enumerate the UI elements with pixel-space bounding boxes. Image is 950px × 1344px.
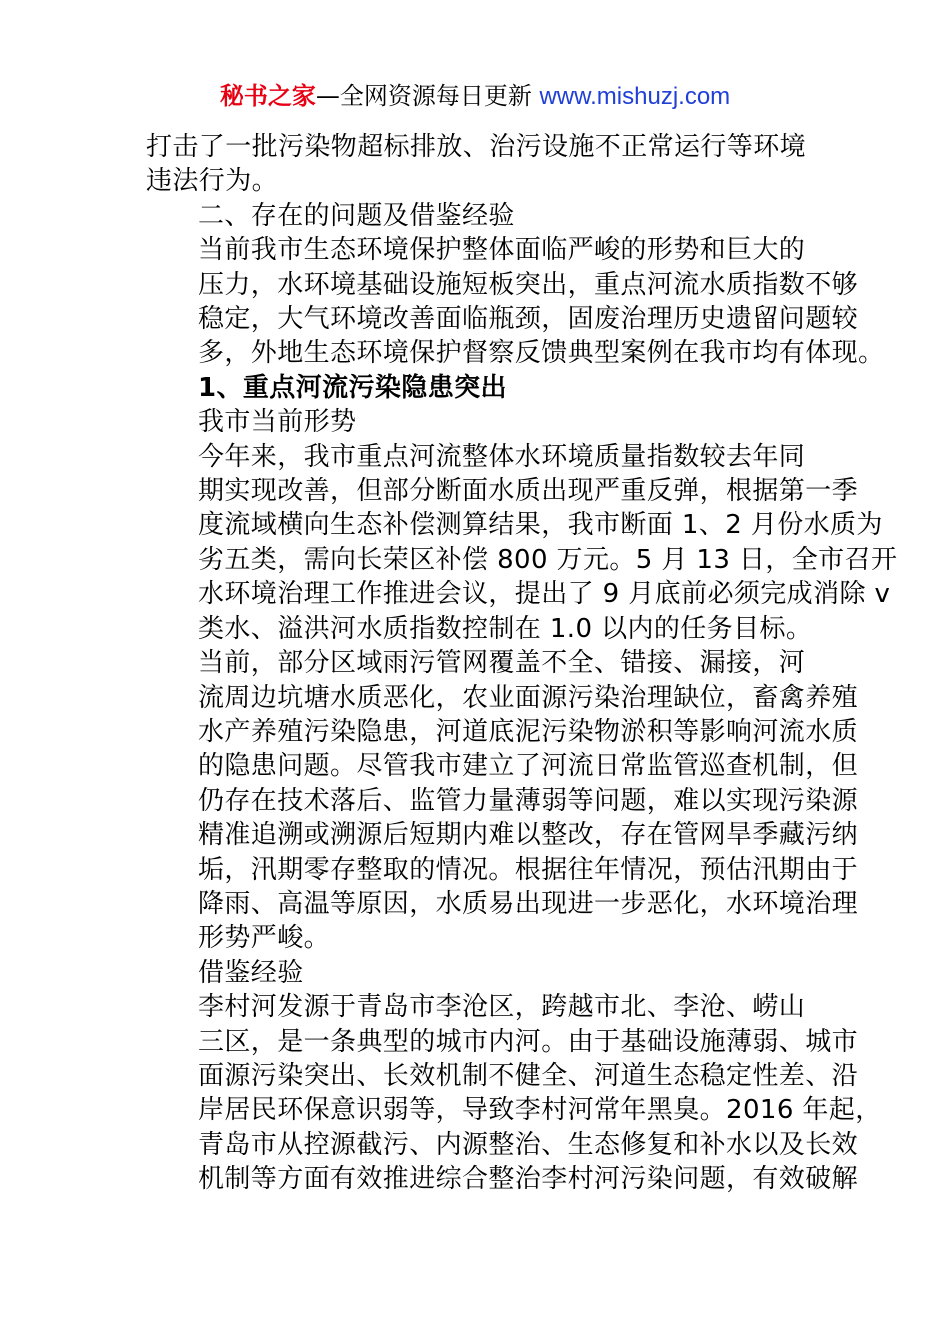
text-line: 形势严峻。 xyxy=(198,923,331,954)
text-line: 流周边坑塘水质恶化，农业面源污染治理缺位，畜禽养殖 xyxy=(198,682,859,713)
text-line: 面源污染突出、长效机制不健全、河道生态稳定性差、沿 xyxy=(198,1060,859,1091)
text-line: 压力，水环境基础设施短板突出，重点河流水质指数不够 xyxy=(198,269,859,300)
site-header xyxy=(0,80,950,113)
text-line: 垢，汛期零存整取的情况。根据往年情况，预估汛期由于 xyxy=(198,854,859,885)
text-line: 水环境治理工作推进会议，提出了 9 月底前必须完成消除 v xyxy=(198,579,891,610)
text-line: 类水、溢洪河水质指数控制在 1.0 以内的任务目标。 xyxy=(198,613,813,644)
paragraph xyxy=(146,233,885,371)
text-line: 三区，是一条典型的城市内河。由于基础设施薄弱、城市 xyxy=(198,1026,859,1057)
brand-name: 秘书之家 xyxy=(219,82,316,110)
text-line: 我市当前形势 xyxy=(198,407,357,438)
paragraph xyxy=(146,199,810,233)
text-line: 精准追溯或溯源后短期内难以整改，存在管网旱季藏污纳 xyxy=(198,820,859,851)
paragraph xyxy=(146,646,859,956)
text-line: 水产养殖污染隐患，河道底泥污染物淤积等影响河流水质 xyxy=(198,716,859,747)
text-line: 机制等方面有效推进综合整治李村河污染问题，有效破解 xyxy=(198,1164,859,1195)
text-line: 期实现改善，但部分断面水质出现严重反弹，根据第一季 xyxy=(198,476,859,507)
text-line: 的隐患问题。尽管我市建立了河流日常监管巡查机制，但 xyxy=(198,751,859,782)
text-line: 仍存在技术落后、监管力量薄弱等问题，难以实现污染源 xyxy=(198,785,859,816)
text-line: 度流域横向生态补偿测算结果，我市断面 1、2 月份水质为 xyxy=(198,510,883,541)
text-line: 降雨、高温等原因，水质易出现进一步恶化，水环境治理 xyxy=(198,888,859,919)
text-line: 1、重点河流污染隐患突出 xyxy=(198,372,507,403)
document-body xyxy=(146,130,898,1197)
section-heading xyxy=(146,371,810,405)
text-line: 青岛市从控源截污、内源整治、生态修复和补水以及长效 xyxy=(198,1129,859,1160)
text-line: 今年来，我市重点河流整体水环境质量指数较去年同 xyxy=(198,441,806,472)
text-line: 劣五类，需向长荣区补偿 800 万元。5 月 13 日，全市召开 xyxy=(198,544,898,575)
paragraph xyxy=(146,440,898,646)
text-line: 打击了一批污染物超标排放、治污设施不正常运行等环境 xyxy=(146,132,807,162)
text-line: 二、存在的问题及借鉴经验 xyxy=(198,200,515,231)
paragraph xyxy=(146,405,810,439)
text-line: 违法行为。 xyxy=(146,166,279,197)
text-line: 稳定，大气环境改善面临瓶颈，固废治理历史遗留问题较 xyxy=(198,304,859,335)
site-tagline: —全网资源每日更新 xyxy=(315,82,540,110)
text-line: 当前我市生态环境保护整体面临严峻的形势和巨大的 xyxy=(198,235,806,266)
paragraph xyxy=(146,956,810,990)
paragraph xyxy=(146,130,810,199)
paragraph xyxy=(146,990,882,1196)
text-line: 岸居民环保意识弱等，导致李村河常年黑臭。2016 年起， xyxy=(198,1095,882,1126)
text-line: 借鉴经验 xyxy=(198,957,304,988)
site-url-link[interactable]: www.mishuzj.com xyxy=(539,83,731,110)
text-line: 李村河发源于青岛市李沧区，跨越市北、李沧、崂山 xyxy=(198,992,806,1023)
text-line: 多，外地生态环境保护督察反馈典型案例在我市均有体现。 xyxy=(198,338,885,369)
text-line: 当前，部分区域雨污管网覆盖不全、错接、漏接，河 xyxy=(198,648,806,679)
